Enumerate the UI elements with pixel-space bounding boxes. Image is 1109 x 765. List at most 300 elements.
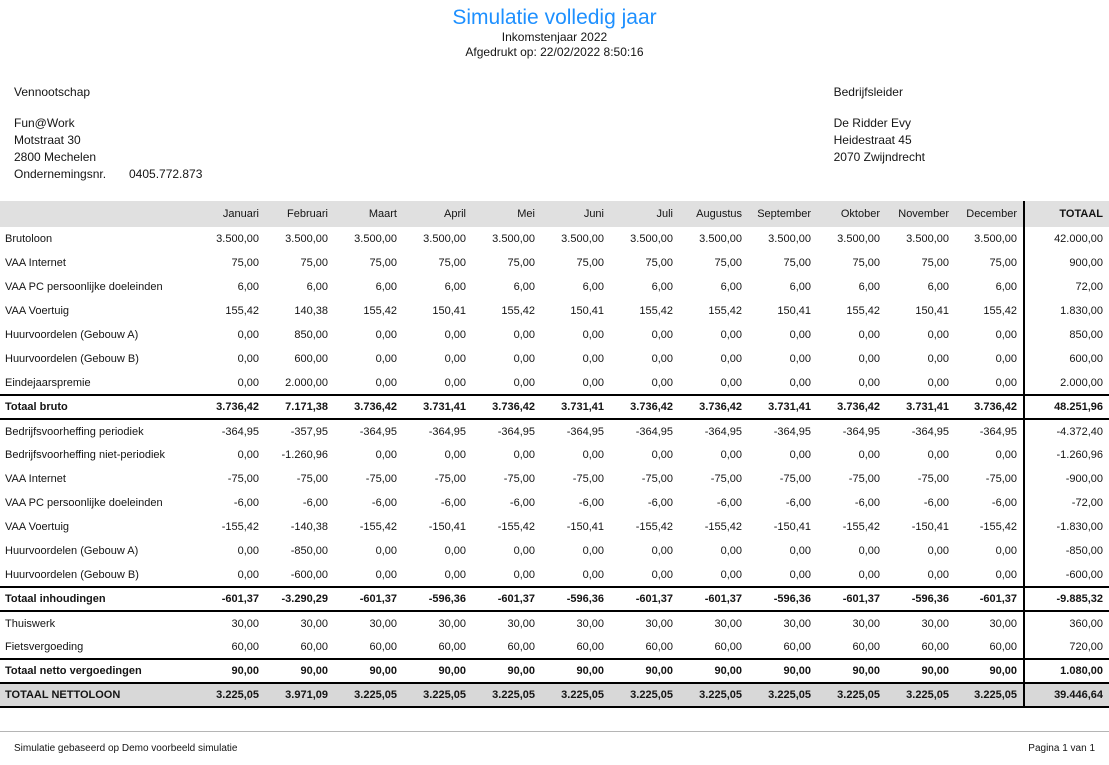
row-label: VAA Internet [5, 473, 66, 485]
cell-value: -150,41 [428, 521, 466, 533]
cell-value: -75,00 [503, 473, 535, 485]
cell-value: 75,00 [507, 257, 535, 269]
cell-value: -75,00 [917, 473, 949, 485]
cell-value: 850,00 [294, 329, 328, 341]
cell-value: 0,00 [927, 353, 949, 365]
cell-value: -6,00 [854, 497, 880, 509]
cell-value: 6,00 [858, 281, 880, 293]
table-row [0, 587, 1109, 611]
cell-value: 0,00 [375, 568, 397, 581]
cell-value: 75,00 [989, 257, 1017, 269]
row-total: -9.885,32 [1024, 587, 1109, 611]
cell-value: 30,00 [438, 617, 466, 630]
row-total: -900,00 [1024, 467, 1109, 491]
cell-value: 155,42 [225, 305, 259, 317]
cell-value: 60,00 [300, 640, 328, 653]
cell-value: 0,00 [995, 545, 1017, 557]
cell-value: -6,00 [233, 497, 259, 509]
table-row [0, 419, 1109, 443]
cell-value: -155,42 [221, 521, 259, 533]
cell-value: -6,00 [785, 497, 811, 509]
row-label: VAA PC persoonlijke doeleinden [5, 497, 163, 509]
cell-value: 90,00 [886, 659, 955, 683]
cell-value: 3.500,00 [561, 233, 604, 245]
column-header-month-2: Februari [265, 201, 334, 227]
cell-value: 0,00 [237, 545, 259, 557]
row-label: Totaal netto vergoedingen [0, 659, 196, 683]
cell-value: 3.225,05 [955, 683, 1024, 707]
row-total: -1.260,96 [1024, 443, 1109, 467]
cell-value: -155,42 [635, 521, 673, 533]
cell-value: -6,00 [302, 497, 328, 509]
cell-value: -601,37 [817, 587, 886, 611]
cell-value: 0,00 [375, 449, 397, 461]
cell-value: 30,00 [507, 617, 535, 630]
cell-value: 0,00 [513, 329, 535, 341]
cell-value: 0,00 [513, 449, 535, 461]
cell-value: -155,42 [979, 521, 1017, 533]
column-header-total: TOTAAL [1024, 201, 1109, 227]
cell-value: -364,95 [842, 425, 880, 438]
table-row [0, 611, 1109, 635]
row-total: -600,00 [1024, 563, 1109, 587]
enterprise-number-line [14, 166, 202, 183]
cell-value: 90,00 [472, 659, 541, 683]
cell-value: 0,00 [375, 376, 397, 389]
cell-value: 0,00 [444, 353, 466, 365]
cell-value: -601,37 [679, 587, 748, 611]
cell-value: 0,00 [582, 353, 604, 365]
row-label: VAA Voertuig [5, 521, 70, 533]
cell-value: 155,42 [983, 305, 1017, 317]
cell-value: 3.225,05 [610, 683, 679, 707]
table-row [0, 659, 1109, 683]
cell-value: 155,42 [639, 305, 673, 317]
cell-value: -596,36 [886, 587, 955, 611]
cell-value: 75,00 [714, 257, 742, 269]
cell-value: 0,00 [582, 545, 604, 557]
cell-value: 30,00 [852, 617, 880, 630]
cell-value: -601,37 [472, 587, 541, 611]
cell-value: -596,36 [748, 587, 817, 611]
cell-value: 150,41 [915, 305, 949, 317]
column-header-label [0, 201, 196, 227]
cell-value: 3.225,05 [748, 683, 817, 707]
cell-value: 75,00 [852, 257, 880, 269]
cell-value: 0,00 [582, 376, 604, 389]
cell-value: -75,00 [296, 473, 328, 485]
cell-value: -601,37 [196, 587, 265, 611]
cell-value: 0,00 [375, 353, 397, 365]
cell-value: 6,00 [306, 281, 328, 293]
cell-value: 3.731,41 [886, 395, 955, 419]
cell-value: -150,41 [773, 521, 811, 533]
cell-value: 0,00 [927, 376, 949, 389]
cell-value: 0,00 [444, 376, 466, 389]
cell-value: -75,00 [985, 473, 1017, 485]
cell-value: 7.171,38 [265, 395, 334, 419]
simulation-table-wrapper [0, 201, 1109, 708]
cell-value: 3.736,42 [679, 395, 748, 419]
cell-value: 60,00 [783, 640, 811, 653]
cell-value: 3.500,00 [906, 233, 949, 245]
cell-value: 150,41 [570, 305, 604, 317]
cell-value: -364,95 [497, 425, 535, 438]
cell-value: -596,36 [403, 587, 472, 611]
director-heading: Bedrijfsleider [833, 85, 903, 99]
cell-value: 3.736,42 [817, 395, 886, 419]
cell-value: -150,41 [911, 521, 949, 533]
cell-value: 30,00 [300, 617, 328, 630]
cell-value: 3.225,05 [472, 683, 541, 707]
cell-value: 0,00 [858, 568, 880, 581]
row-label: Huurvoordelen (Gebouw B) [5, 353, 139, 365]
cell-value: 60,00 [921, 640, 949, 653]
row-total: 42.000,00 [1024, 227, 1109, 251]
cell-value: 0,00 [995, 329, 1017, 341]
column-header-month-6: Juni [541, 201, 610, 227]
cell-value: -357,95 [290, 425, 328, 438]
cell-value: -850,00 [290, 545, 328, 557]
table-row [0, 635, 1109, 659]
table-body [0, 227, 1109, 707]
cell-value: 30,00 [714, 617, 742, 630]
row-total: 720,00 [1024, 635, 1109, 659]
cell-value: 0,00 [995, 568, 1017, 581]
row-label: Totaal bruto [0, 395, 196, 419]
cell-value: 0,00 [995, 376, 1017, 389]
table-row [0, 323, 1109, 347]
table-row [0, 467, 1109, 491]
column-header-month-1: Januari [196, 201, 265, 227]
cell-value: 30,00 [576, 617, 604, 630]
row-total: 360,00 [1024, 611, 1109, 635]
cell-value: -3.290,29 [265, 587, 334, 611]
cell-value: -6,00 [371, 497, 397, 509]
cell-value: 30,00 [645, 617, 673, 630]
cell-value: -75,00 [641, 473, 673, 485]
cell-value: -155,42 [359, 521, 397, 533]
cell-value: 60,00 [231, 640, 259, 653]
cell-value: -75,00 [365, 473, 397, 485]
cell-value: -6,00 [509, 497, 535, 509]
table-row [0, 491, 1109, 515]
cell-value: 0,00 [375, 545, 397, 557]
cell-value: 3.500,00 [837, 233, 880, 245]
cell-value: 0,00 [720, 376, 742, 389]
cell-value: 60,00 [852, 640, 880, 653]
cell-value: -75,00 [572, 473, 604, 485]
cell-value: 3.500,00 [423, 233, 466, 245]
table-row [0, 227, 1109, 251]
column-header-month-10: Oktober [817, 201, 886, 227]
cell-value: 140,38 [294, 305, 328, 317]
cell-value: 0,00 [858, 376, 880, 389]
cell-value: 0,00 [858, 449, 880, 461]
cell-value: 75,00 [645, 257, 673, 269]
cell-value: 30,00 [783, 617, 811, 630]
cell-value: 155,42 [708, 305, 742, 317]
company-city: 2800 Mechelen [14, 150, 97, 164]
cell-value: 3.500,00 [974, 233, 1017, 245]
cell-value: 0,00 [720, 329, 742, 341]
table-row [0, 443, 1109, 467]
cell-value: 0,00 [651, 353, 673, 365]
cell-value: -155,42 [497, 521, 535, 533]
cell-value: 3.731,41 [541, 395, 610, 419]
cell-value: 0,00 [651, 329, 673, 341]
column-header-month-8: Augustus [679, 201, 748, 227]
column-header-month-4: April [403, 201, 472, 227]
cell-value: 0,00 [375, 329, 397, 341]
cell-value: 75,00 [369, 257, 397, 269]
row-total: 900,00 [1024, 251, 1109, 275]
cell-value: 6,00 [444, 281, 466, 293]
cell-value: -364,95 [773, 425, 811, 438]
cell-value: 0,00 [237, 353, 259, 365]
cell-value: 150,41 [777, 305, 811, 317]
cell-value: -75,00 [710, 473, 742, 485]
cell-value: 30,00 [921, 617, 949, 630]
page-footer [0, 731, 1109, 765]
table-row [0, 563, 1109, 587]
cell-value: 3.731,41 [403, 395, 472, 419]
cell-value: -364,95 [979, 425, 1017, 438]
row-total: -850,00 [1024, 539, 1109, 563]
cell-value: -6,00 [991, 497, 1017, 509]
cell-value: 75,00 [231, 257, 259, 269]
cell-value: 30,00 [989, 617, 1017, 630]
cell-value: 0,00 [995, 353, 1017, 365]
row-label: TOTAAL NETTOLOON [0, 683, 196, 707]
cell-value: 30,00 [231, 617, 259, 630]
cell-value: 0,00 [651, 376, 673, 389]
company-name: Fun@Work [14, 116, 75, 130]
cell-value: 0,00 [237, 329, 259, 341]
column-header-month-12: December [955, 201, 1024, 227]
cell-value: 0,00 [858, 545, 880, 557]
cell-value: 0,00 [582, 329, 604, 341]
cell-value: -364,95 [221, 425, 259, 438]
row-label: Totaal inhoudingen [0, 587, 196, 611]
printed-on-line: Afgedrukt op: 22/02/2022 8:50:16 [465, 45, 644, 59]
table-row [0, 539, 1109, 563]
cell-value: 3.736,42 [334, 395, 403, 419]
cell-value: -75,00 [779, 473, 811, 485]
row-label: Bedrijfsvoorheffing niet-periodiek [5, 449, 165, 461]
cell-value: 0,00 [651, 568, 673, 581]
cell-value: 3.736,42 [472, 395, 541, 419]
row-label: Huurvoordelen (Gebouw A) [5, 329, 139, 341]
cell-value: -6,00 [923, 497, 949, 509]
cell-value: -600,00 [290, 568, 328, 581]
cell-value: 90,00 [817, 659, 886, 683]
cell-value: 60,00 [438, 640, 466, 653]
cell-value: -364,95 [359, 425, 397, 438]
cell-value: 3.500,00 [216, 233, 259, 245]
cell-value: 90,00 [541, 659, 610, 683]
cell-value: 6,00 [237, 281, 259, 293]
income-year-subtitle: Inkomstenjaar 2022 [501, 30, 608, 44]
cell-value: 3.225,05 [334, 683, 403, 707]
cell-value: -155,42 [842, 521, 880, 533]
cell-value: 0,00 [720, 545, 742, 557]
table-header-row [0, 201, 1109, 227]
cell-value: 3.731,41 [748, 395, 817, 419]
cell-value: 0,00 [927, 568, 949, 581]
cell-value: 0,00 [789, 568, 811, 581]
cell-value: 3.971,09 [265, 683, 334, 707]
cell-value: -601,37 [334, 587, 403, 611]
cell-value: 0,00 [513, 353, 535, 365]
cell-value: 3.500,00 [630, 233, 673, 245]
cell-value: 60,00 [714, 640, 742, 653]
cell-value: 3.736,42 [610, 395, 679, 419]
cell-value: 600,00 [294, 353, 328, 365]
cell-value: 75,00 [921, 257, 949, 269]
table-row [0, 299, 1109, 323]
column-header-month-5: Mei [472, 201, 541, 227]
cell-value: 3.225,05 [679, 683, 748, 707]
cell-value: 90,00 [748, 659, 817, 683]
cell-value: 0,00 [858, 329, 880, 341]
cell-value: 60,00 [989, 640, 1017, 653]
company-heading: Vennootschap [14, 85, 91, 99]
cell-value: 0,00 [582, 449, 604, 461]
cell-value: 0,00 [789, 545, 811, 557]
row-label: Eindejaarspremie [5, 376, 91, 389]
cell-value: 3.225,05 [886, 683, 955, 707]
cell-value: 155,42 [846, 305, 880, 317]
cell-value: -155,42 [704, 521, 742, 533]
cell-value: 90,00 [403, 659, 472, 683]
cell-value: -75,00 [434, 473, 466, 485]
page-number: Pagina 1 van 1 [1028, 743, 1095, 754]
enterprise-number-value: 0405.772.873 [129, 167, 203, 181]
cell-value: 0,00 [858, 353, 880, 365]
cell-value: 75,00 [438, 257, 466, 269]
cell-value: 0,00 [995, 449, 1017, 461]
row-label: Fietsvergoeding [5, 640, 84, 653]
cell-value: 6,00 [582, 281, 604, 293]
company-block [14, 84, 202, 183]
cell-value: 90,00 [610, 659, 679, 683]
cell-value: 0,00 [237, 568, 259, 581]
cell-value: 3.225,05 [196, 683, 265, 707]
column-header-month-7: Juli [610, 201, 679, 227]
cell-value: -601,37 [610, 587, 679, 611]
company-street: Motstraat 30 [14, 133, 81, 147]
cell-value: 0,00 [789, 329, 811, 341]
cell-value: -75,00 [848, 473, 880, 485]
table-row [0, 371, 1109, 395]
cell-value: 6,00 [789, 281, 811, 293]
table-row [0, 251, 1109, 275]
cell-value: 60,00 [576, 640, 604, 653]
cell-value: 60,00 [369, 640, 397, 653]
cell-value: 0,00 [720, 449, 742, 461]
row-total: 39.446,64 [1024, 683, 1109, 707]
cell-value: 155,42 [363, 305, 397, 317]
cell-value: 0,00 [651, 545, 673, 557]
cell-value: 0,00 [789, 449, 811, 461]
cell-value: 0,00 [720, 568, 742, 581]
cell-value: -364,95 [911, 425, 949, 438]
row-total: 2.000,00 [1024, 371, 1109, 395]
table-row [0, 395, 1109, 419]
row-label: Bedrijfsvoorheffing periodiek [5, 425, 144, 438]
row-label: Huurvoordelen (Gebouw B) [5, 568, 139, 581]
cell-value: -140,38 [290, 521, 328, 533]
cell-value: 75,00 [300, 257, 328, 269]
cell-value: 0,00 [444, 545, 466, 557]
cell-value: 75,00 [783, 257, 811, 269]
cell-value: 3.500,00 [768, 233, 811, 245]
cell-value: 0,00 [927, 449, 949, 461]
cell-value: -6,00 [578, 497, 604, 509]
cell-value: 3.736,42 [955, 395, 1024, 419]
row-label: Thuiswerk [5, 617, 56, 630]
cell-value: 6,00 [513, 281, 535, 293]
cell-value: 60,00 [507, 640, 535, 653]
row-total: -4.372,40 [1024, 419, 1109, 443]
cell-value: 155,42 [501, 305, 535, 317]
cell-value: 6,00 [720, 281, 742, 293]
director-name: De Ridder Evy [833, 116, 911, 130]
row-label: VAA PC persoonlijke doeleinden [5, 281, 163, 293]
director-block [834, 84, 925, 183]
cell-value: 90,00 [955, 659, 1024, 683]
cell-value: -364,95 [635, 425, 673, 438]
director-street: Heidestraat 45 [833, 133, 912, 147]
table-row [0, 275, 1109, 299]
cell-value: 0,00 [582, 568, 604, 581]
cell-value: -6,00 [716, 497, 742, 509]
cell-value: 0,00 [237, 449, 259, 461]
row-total: 1.830,00 [1024, 299, 1109, 323]
cell-value: 3.736,42 [196, 395, 265, 419]
footer-note: Simulatie gebaseerd op Demo voorbeeld simulatie [14, 743, 238, 754]
cell-value: 0,00 [444, 329, 466, 341]
cell-value: -364,95 [704, 425, 742, 438]
director-city: 2070 Zwijndrecht [833, 150, 925, 164]
cell-value: -1.260,96 [281, 449, 328, 461]
column-header-month-9: September [748, 201, 817, 227]
column-header-month-3: Maart [334, 201, 403, 227]
cell-value: 0,00 [444, 449, 466, 461]
cell-value: 3.225,05 [403, 683, 472, 707]
cell-value: 90,00 [196, 659, 265, 683]
cell-value: -150,41 [566, 521, 604, 533]
cell-value: 3.500,00 [699, 233, 742, 245]
row-total: -1.830,00 [1024, 515, 1109, 539]
row-label: Huurvoordelen (Gebouw A) [5, 545, 139, 557]
cell-value: 6,00 [927, 281, 949, 293]
cell-value: 0,00 [444, 568, 466, 581]
cell-value: 60,00 [645, 640, 673, 653]
row-label: Brutoloon [5, 233, 53, 245]
row-total: 850,00 [1024, 323, 1109, 347]
cell-value: -364,95 [428, 425, 466, 438]
row-total: 600,00 [1024, 347, 1109, 371]
cell-value: 30,00 [369, 617, 397, 630]
cell-value: 0,00 [651, 449, 673, 461]
cell-value: 90,00 [679, 659, 748, 683]
cell-value: -75,00 [227, 473, 259, 485]
page-title: Simulatie volledig jaar [452, 6, 657, 29]
cell-value: 150,41 [432, 305, 466, 317]
row-total: 72,00 [1024, 275, 1109, 299]
